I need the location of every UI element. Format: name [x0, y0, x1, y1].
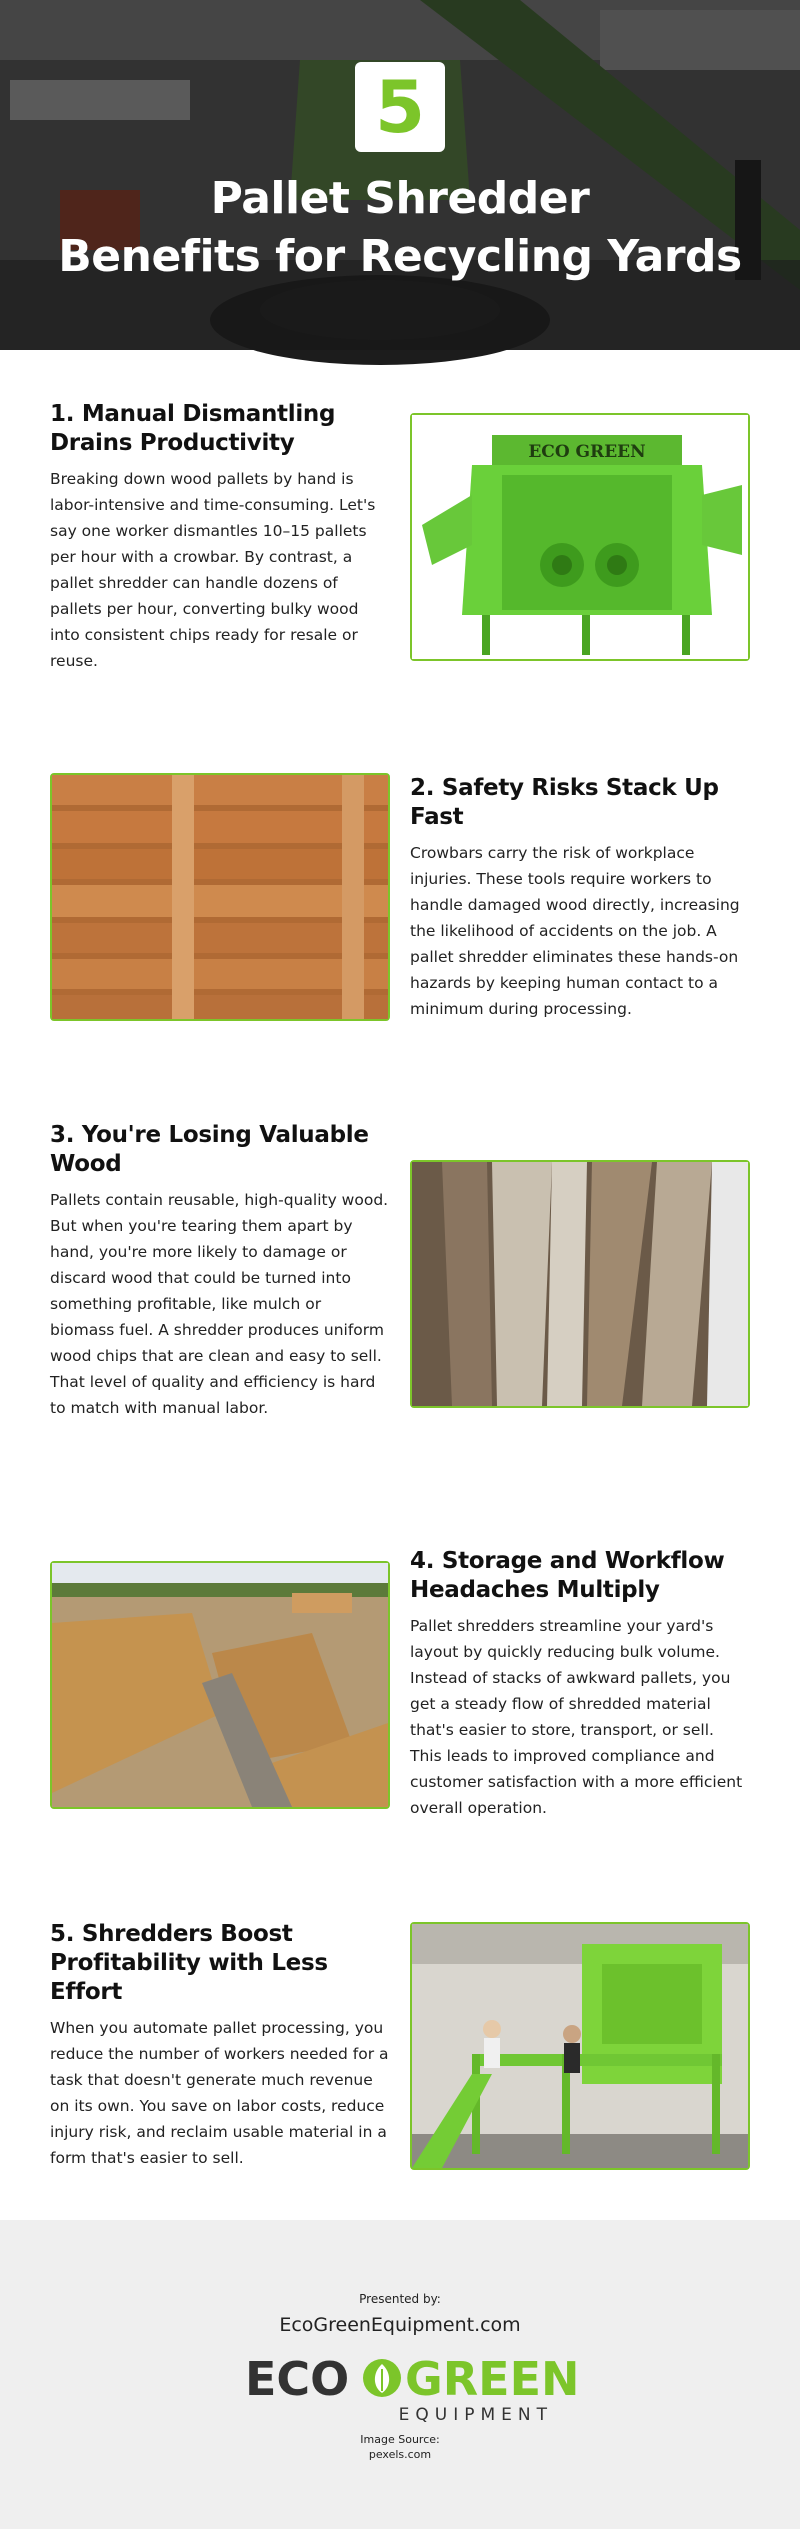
- footer: [0, 2220, 800, 2529]
- section-2-title: 2. Safety Risks Stack Up Fast: [410, 775, 719, 830]
- image-source-label: Image Source:: [360, 2433, 440, 2446]
- section-1-title: 1. Manual Dismantling Drains Productivity: [50, 401, 336, 456]
- section-4-title: 4. Storage and Workflow Headaches Multiply: [410, 1548, 725, 1603]
- wooden-pallet-image: [50, 773, 390, 1021]
- logo-eco-text: ECO: [245, 2352, 350, 2406]
- section-3-title: 3. You're Losing Valuable Wood: [50, 1122, 369, 1177]
- number-badge-value: 5: [374, 65, 426, 149]
- broken-wood-image: [410, 1160, 750, 1408]
- section-4-text: [410, 1547, 750, 1821]
- section-4-body: Pallet shredders streamline your yard's layout by quickly reducing bulk volume. Instead of stacks of awkward pallets, you get a steady flow of shredded material that's easier to store, transport, or sell. This leads to improved compliance and customer satisfaction with a more efficient overall operation.: [410, 1617, 743, 1817]
- pallet-yard-image: [50, 1561, 390, 1809]
- logo-green-text: GREEN: [405, 2352, 580, 2406]
- leaf-icon: [363, 2359, 401, 2397]
- image-source-value: pexels.com: [368, 2448, 432, 2461]
- eco-green-logo: [245, 2345, 580, 2425]
- section-3-body: Pallets contain reusable, high-quality wood. But when you're tearing them apart by hand, you're more likely to damage or discard wood that could be turned into something profitable, like mulch or biomass fuel. A shredder produces uniform wood chips that are clean and easy to sell. That level of quality and efficiency is hard to match with manual labor.: [50, 1191, 389, 1417]
- section-1-text: [50, 400, 390, 674]
- section-3-text: [50, 1121, 390, 1421]
- image-source: [0, 2432, 800, 2462]
- page-title: [0, 170, 800, 286]
- section-5-text: [50, 1920, 390, 2171]
- section-5-title: 5. Shredders Boost Profitability with Less Effort: [50, 1921, 328, 2005]
- section-2-body: Crowbars carry the risk of workplace injuries. These tools require workers to handle damaged wood directly, increasing the likelihood of accidents on the job. A pallet shredder eliminates these hands-on hazards by keeping human contact to a minimum during processing.: [410, 844, 740, 1018]
- section-2-text: [410, 774, 750, 1022]
- shredder-label: ECO GREEN: [528, 442, 646, 462]
- section-5-body: When you automate pallet processing, you reduce the number of workers needed for a task that doesn't generate much revenue on its own. You save on labor costs, reduce injury risk, and reclaim usable material in a form that's easier to sell.: [50, 2019, 389, 2167]
- number-badge: [355, 62, 445, 152]
- presented-by-label: Presented by:: [359, 2292, 441, 2306]
- logo-equipment-text: EQUIPMENT: [398, 2405, 553, 2425]
- page-title-line2: Benefits for Recycling Yards: [58, 231, 742, 282]
- section-1-body: Breaking down wood pallets by hand is labor-intensive and time-consuming. Let's say one worker dismantles 10–15 pallets per hour with a crowbar. By contrast, a pallet shredder can handle dozens of pallets per hour, converting bulky wood into consistent chips ready for resale or reuse.: [50, 470, 376, 670]
- shredder-machine-image: [410, 413, 750, 661]
- shredder-in-warehouse-image: [410, 1922, 750, 2170]
- website-link[interactable]: EcoGreenEquipment.com: [279, 2314, 521, 2336]
- page-title-line1: Pallet Shredder: [210, 173, 590, 224]
- hero-banner: [0, 0, 800, 350]
